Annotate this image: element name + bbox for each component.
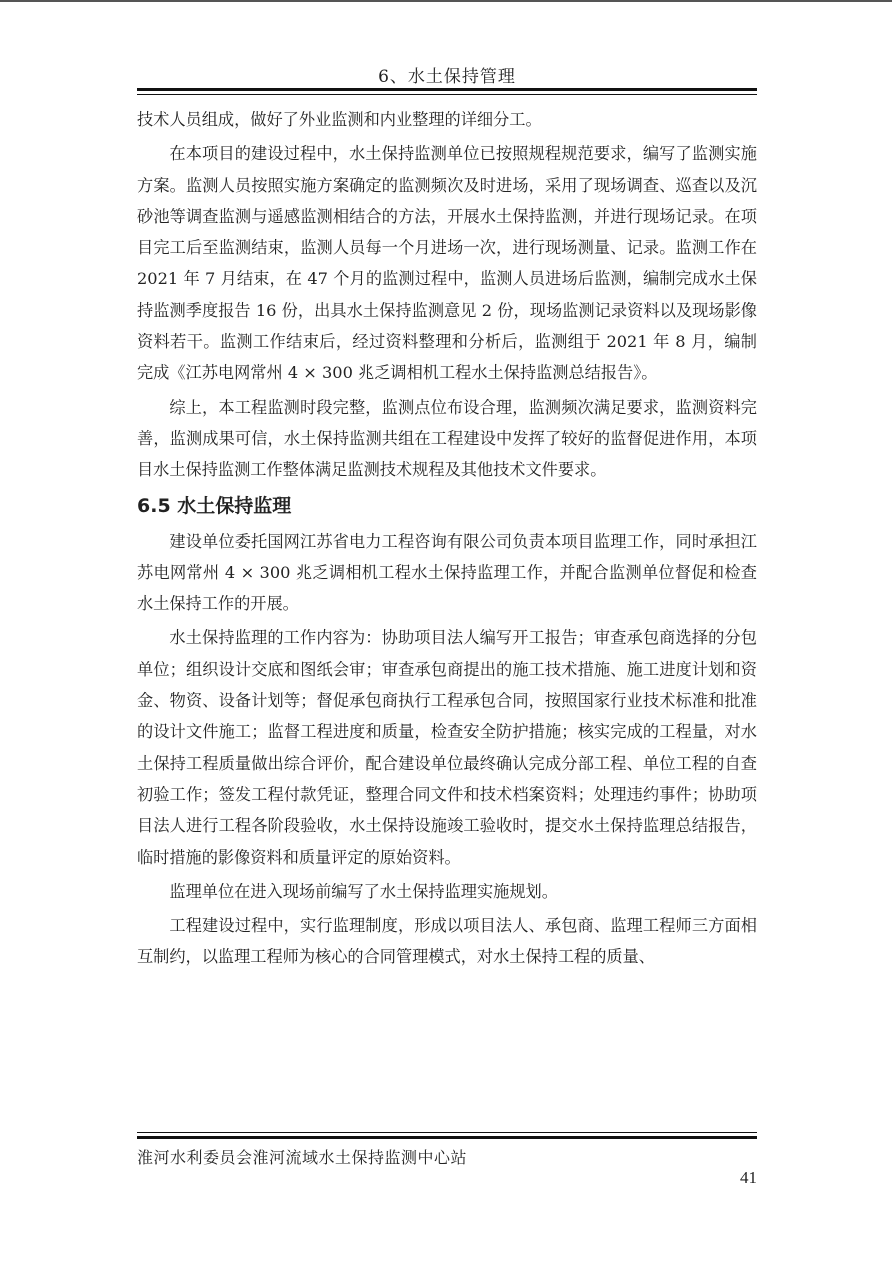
page-number: 41: [740, 1168, 757, 1187]
paragraph: 在本项目的建设过程中，水土保持监测单位已按照规程规范要求，编写了监测实施方案。监测人员按照实施方案确定的监测频次及时进场，采用了现场调查、巡查以及沉砂池等调查监测与遥感监测相结合的方法，开展水土保持监测，并进行现场记录。在项目完工后至监测结束，监测人员每一个月进场一次，进行现场测量、记录。监测工作在 2021 年 7 月结束，在 47 个月的监测过程中，监测人员进场后监测，编制完成水土保持监测季度报告 16 份，出具水土保持监测意见 2 份，现场监测记录资料以及现场影像资料若干。监测工作结束后，经过资料整理和分析后，监测组于 2021 年 8 月，编制完成《江苏电网常州 4 × 300 兆乏调相机工程水土保持监测总结报告》。: [137, 144, 757, 383]
footer-rule-thick: [137, 1136, 757, 1139]
paragraph: 技术人员组成，做好了外业监测和内业整理的详细分工。: [137, 110, 542, 129]
header-rule-thick: [137, 88, 757, 91]
scan-top-edge: [0, 0, 892, 2]
page-body: [137, 104, 757, 976]
paragraph: 工程建设过程中，实行监理制度，形成以项目法人、承包商、监理工程师三方面相互制约，以监理工程师为核心的合同管理模式，对水土保持工程的质量、: [137, 916, 757, 967]
running-header: 6、水土保持管理: [378, 67, 516, 87]
footer-organization: 淮河水利委员会淮河流域水土保持监测中心站: [137, 1148, 468, 1167]
section-heading: 6.5 水土保持监理: [137, 494, 292, 517]
paragraph: 综上，本工程监测时段完整，监测点位布设合理，监测频次满足要求，监测资料完善，监测成果可信，水土保持监测共组在工程建设中发挥了较好的监督促进作用，本项目水土保持监测工作整体满足监测技术规程及其他技术文件要求。: [137, 397, 757, 480]
paragraph: 水土保持监理的工作内容为：协助项目法人编写开工报告；审查承包商选择的分包单位；组织设计交底和图纸会审；审查承包商提出的施工技术措施、施工进度计划和资金、物资、设备计划等；督促承包商执行工程承包合同，按照国家行业技术标准和批准的设计文件施工；监督工程进度和质量，检查安全防护措施；核实完成的工程量，对水土保持工程质量做出综合评价，配合建设单位最终确认完成分部工程、单位工程的自查初验工作；签发工程付款凭证，整理合同文件和技术档案资料；处理违约事件；协助项目法人进行工程各阶段验收，水土保持设施竣工验收时，提交水土保持监理总结报告，临时措施的影像资料和质量评定的原始资料。: [137, 628, 757, 867]
footer-rule-thin: [137, 1132, 757, 1133]
paragraph: 建设单位委托国网江苏省电力工程咨询有限公司负责本项目监理工作，同时承担江苏电网常州 4 × 300 兆乏调相机工程水土保持监理工作，并配合监测单位督促和检查水土保持工作的开展。: [137, 531, 757, 614]
header-rule-thin: [137, 94, 757, 95]
paragraph: 监理单位在进入现场前编写了水土保持监理实施规划。: [169, 881, 558, 901]
